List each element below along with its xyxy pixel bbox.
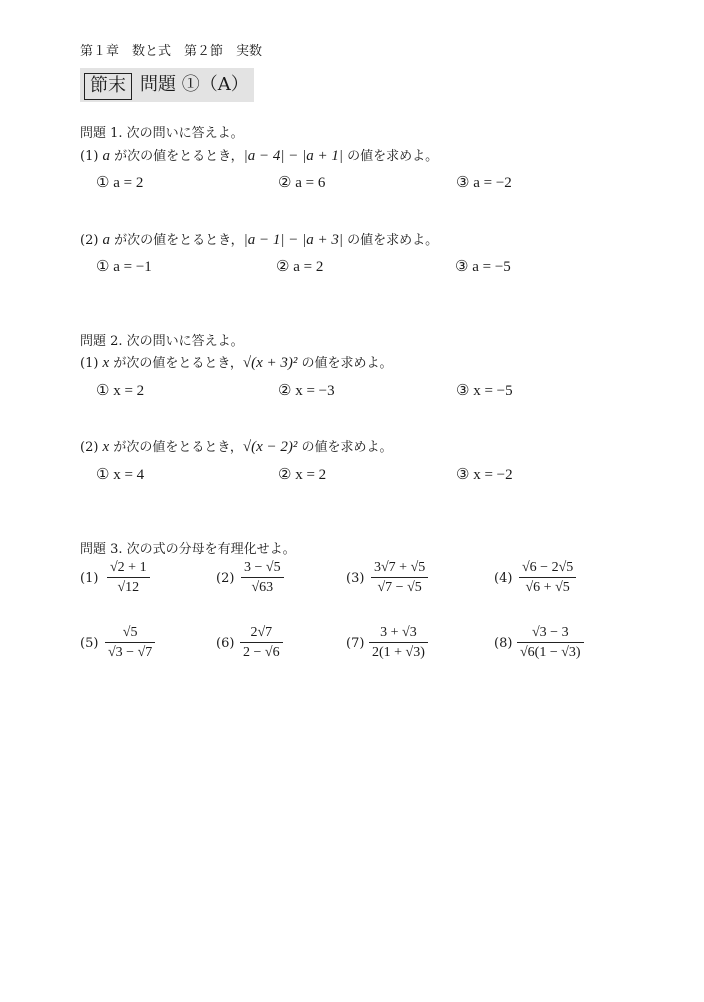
q-suffix: の値を求めよ。 <box>343 149 439 164</box>
q-text: が次の値をとるとき， <box>110 149 244 164</box>
item-label: (4) <box>494 571 513 586</box>
q-expr: |a − 1| − |a + 3| <box>243 232 344 248</box>
q-prefix: (2) <box>80 440 103 455</box>
choice: ③ a = −2 <box>456 175 512 191</box>
problem1-q1 <box>80 145 438 165</box>
q-var: x <box>102 439 110 455</box>
q-var: a <box>102 232 111 248</box>
problem1-q2 <box>80 229 438 249</box>
choice: ① a = −1 <box>96 259 152 275</box>
breadcrumb: 第１章 数と式 第２節 実数 <box>80 44 263 59</box>
q-text: が次の値をとるとき， <box>109 440 243 455</box>
choice: ① x = 2 <box>96 383 145 399</box>
problem1-heading: 問題 1. 次の問いに答えよ。 <box>80 126 244 141</box>
q-expr: √(x − 2)² <box>242 439 298 455</box>
choice: ② a = 6 <box>278 175 326 191</box>
item-label: (8) <box>494 636 513 651</box>
q-text: が次の値をとるとき， <box>110 233 244 248</box>
choice: ① x = 4 <box>96 467 145 483</box>
q-prefix: (2) <box>80 233 103 248</box>
q-suffix: の値を求めよ。 <box>297 440 393 455</box>
denominator: √7 − √5 <box>377 580 422 595</box>
choice: ② x = −3 <box>278 383 335 399</box>
numerator: √5 <box>105 625 155 643</box>
q-expr: |a − 4| − |a + 1| <box>243 148 344 164</box>
item-label: (2) <box>216 571 235 586</box>
denominator: √6(1 − √3) <box>520 645 581 660</box>
denominator: √63 <box>251 580 274 595</box>
choice: ③ x = −2 <box>456 467 513 483</box>
numerator: 3 + √3 <box>369 625 428 643</box>
q-prefix: (1) <box>80 356 103 371</box>
fraction <box>369 625 428 661</box>
numerator: √3 − 3 <box>517 625 584 643</box>
numerator: 3 − √5 <box>241 560 284 578</box>
q-var: a <box>102 148 111 164</box>
fraction <box>240 625 283 661</box>
problem2-q1 <box>80 352 392 372</box>
numerator: 2√7 <box>240 625 283 643</box>
item-label: (3) <box>346 571 365 586</box>
choice: ② a = 2 <box>276 259 324 275</box>
item-label: (5) <box>80 636 99 651</box>
fraction <box>371 560 428 596</box>
choice: ③ a = −5 <box>455 259 511 275</box>
item-label: (6) <box>216 636 235 651</box>
q-suffix: の値を求めよ。 <box>297 356 393 371</box>
q-prefix: (1) <box>80 149 103 164</box>
choice: ② x = 2 <box>278 467 327 483</box>
denominator: √3 − √7 <box>108 645 153 660</box>
banner-title: 問題 ①（A） <box>140 74 249 95</box>
item-label: (7) <box>346 636 365 651</box>
numerator: √2 + 1 <box>107 560 150 578</box>
numerator: 3√7 + √5 <box>371 560 428 578</box>
fraction <box>105 625 155 661</box>
denominator: √6 + √5 <box>525 580 570 595</box>
fraction <box>241 560 284 596</box>
denominator: 2(1 + √3) <box>372 645 425 660</box>
choice: ① a = 2 <box>96 175 144 191</box>
q-suffix: の値を求めよ。 <box>343 233 439 248</box>
fraction <box>517 625 584 661</box>
q-text: が次の値をとるとき， <box>109 356 243 371</box>
problem3-heading: 問題 3. 次の式の分母を有理化せよ。 <box>80 542 296 557</box>
choice: ③ x = −5 <box>456 383 513 399</box>
problem2-q2 <box>80 436 392 456</box>
q-var: x <box>102 355 110 371</box>
fraction <box>107 560 150 596</box>
fraction <box>519 560 576 596</box>
q-expr: √(x + 3)² <box>242 355 298 371</box>
numerator: √6 − 2√5 <box>519 560 576 578</box>
banner-box-label: 節末 <box>84 73 132 100</box>
item-label: (1) <box>80 571 99 586</box>
denominator: 2 − √6 <box>243 645 280 660</box>
denominator: √12 <box>117 580 140 595</box>
problem2-heading: 問題 2. 次の問いに答えよ。 <box>80 334 244 349</box>
